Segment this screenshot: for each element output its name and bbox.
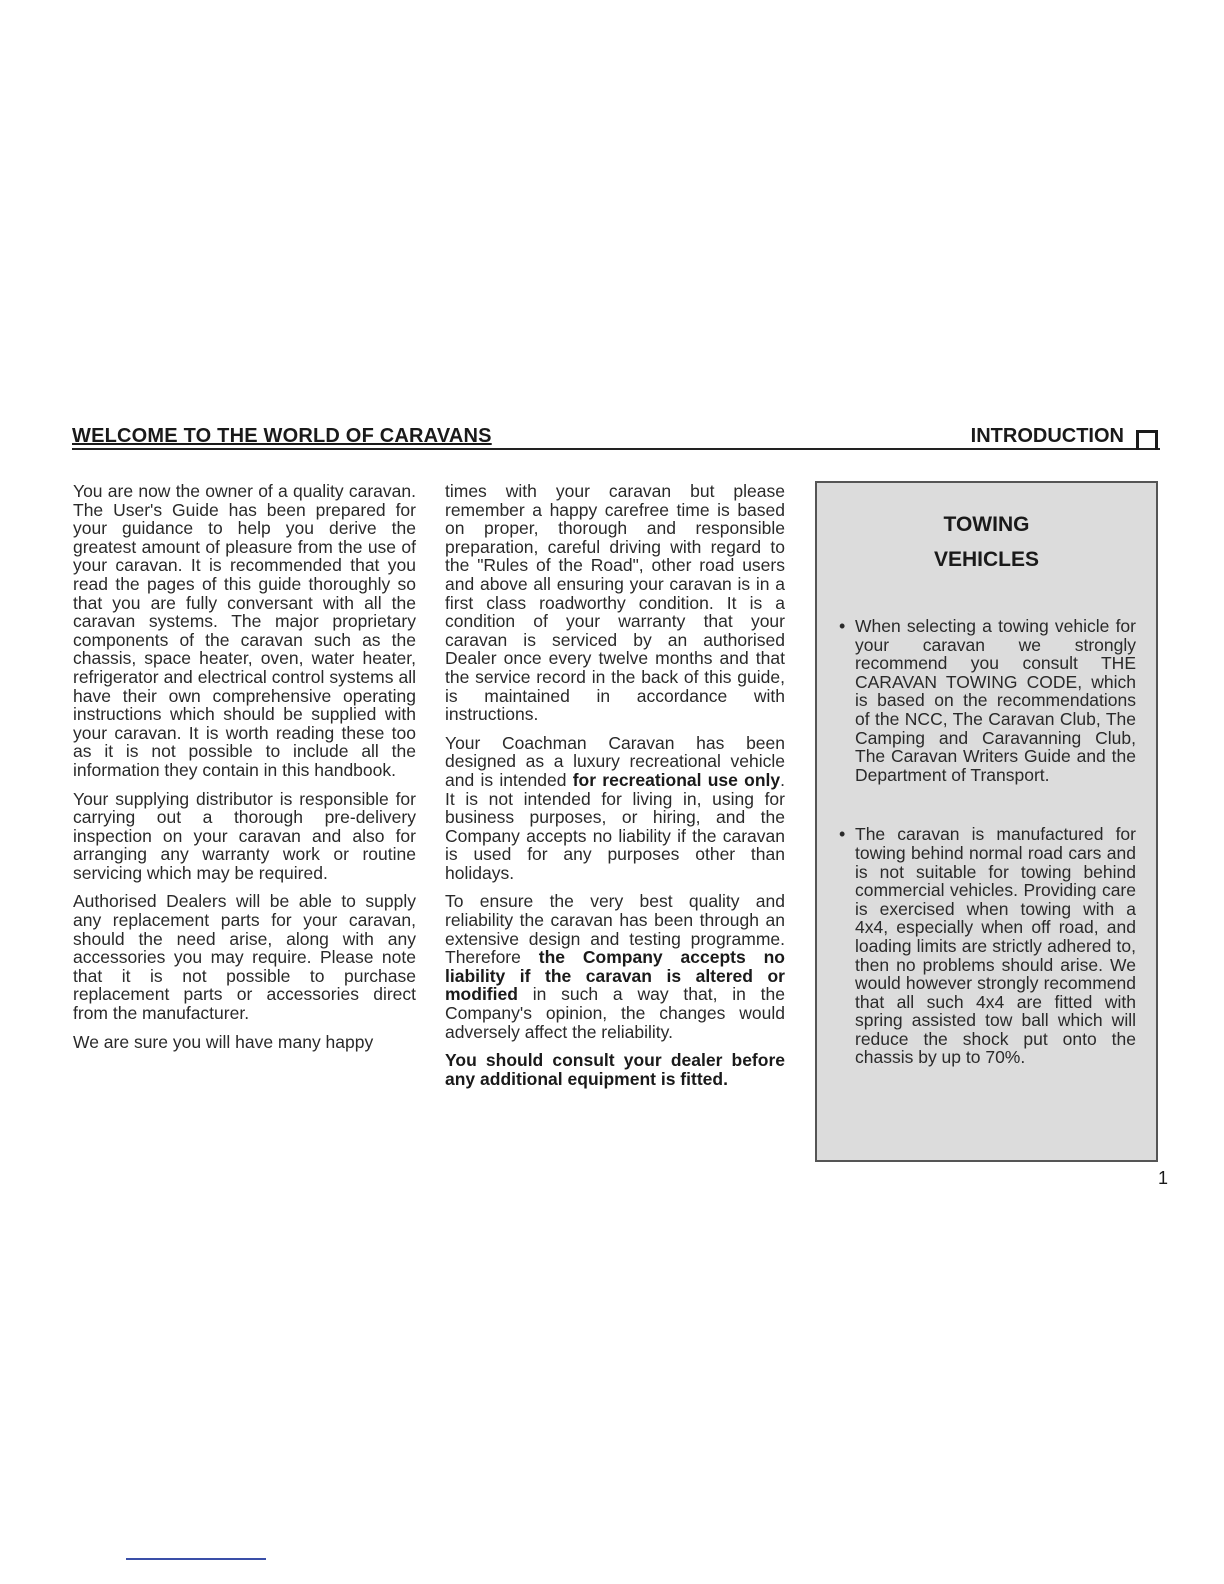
paragraph-text: To ensure the very best quality and reliability the caravan has been through an extensive design and testing programme. Therefore [445,891,785,968]
page-number: 1 [1158,1168,1169,1188]
sidebar-title [817,507,1156,577]
paragraph [445,1051,785,1088]
text-column-1 [73,482,416,1061]
paragraph [445,734,785,883]
paragraph-text: . It is not intended for living in, using for business purposes, or hiring, and the Company accepts no liability if the caravan is used for any purposes other than holidays. [445,769,785,883]
footer-divider [126,1558,266,1560]
emphasis-text: for recreational use only [572,769,781,790]
sidebar-title-line: VEHICLES [933,548,1040,571]
paragraph: We are sure you will have many happy [73,1031,374,1052]
sidebar-title-line: TOWING [943,513,1030,536]
emphasis-text: the Company accepts no liability if the caravan is altered or modified [445,947,785,1005]
paragraph-text: Your Coachman Caravan has been designed as a luxury recreational vehicle and is intended [445,732,785,790]
section-title: INTRODUCTION [970,425,1124,447]
list-item-text: When selecting a towing vehicle for your caravan we strongly recommend you consult THE CARAVAN TOWING CODE, which is based on the recommendations of the NCC, The Caravan Club, The Camping and Caravanning Club, The Caravan Writers Guide and the Department of Transport. [855,616,1136,785]
paragraph: times with your caravan but please remember a happy carefree time is based on proper, thorough and responsible preparation, careful driving with regard to the "Rules of the Road", other road users and above all ensuring your caravan is in a first class roadworthy condition. It is a condition of your warranty that your caravan is serviced by an authorised Dealer once every twelve months and that the service record in the back of this guide, is maintained in accordance with instructions. [445,481,785,725]
list-item-text: The caravan is manufactured for towing behind normal road cars and is not suitable for towing behind commercial vehicles. Providing care is exercised when towing with a 4x4, especially when off road, and loading limits are strictly adhered to, then no problems should arise. We would however strongly recommend that all such 4x4 are fitted with spring assisted tow ball which will reduce the shock put onto the chassis by up to 70%. [855,824,1136,1068]
paragraph: Your supplying distributor is responsible for carrying out a thorough pre-delivery inspection on your caravan and also for arranging any warranty work or routine servicing which may be required. [73,788,416,883]
sidebar-list [817,617,1156,1067]
emphasis-text: You should consult your dealer before any additional equipment is fitted. [445,1050,785,1089]
page-header [72,420,1160,450]
paragraph: You are now the owner of a quality caravan. The User's Guide has been prepared for your guidance to help you derive the greatest amount of pleasure from the use of your caravan. It is recommended that you read the pages of this guide thoroughly so that you are fully conversant with all the caravan systems. The major proprietary components of the caravan such as the chassis, space heater, oven, water heater, refrigerator and electrical control systems all have their own comprehensive operating instructions which should be supplied with your caravan. It is worth reading these too as it is not possible to include all the information they contain in this handbook. [73,481,416,780]
bullet-icon: • [839,824,846,845]
text-column-2 [445,482,785,1098]
towing-vehicles-sidebar [815,481,1158,1162]
chapter-title: WELCOME TO THE WORLD OF CARAVANS [72,425,492,447]
paragraph-text: in such a way that, in the Company's opinion, the changes would adversely affect the reliability. [445,984,785,1042]
list-item [839,616,1136,785]
list-item [839,824,1136,1068]
bullet-icon: • [839,616,846,636]
paragraph [445,892,785,1041]
paragraph: Authorised Dealers will be able to supply any replacement parts for your caravan, should the need arise, along with any accessories you may require. Please note that it is not possible to purchase replacement parts or accessories direct from the manufacturer. [73,891,416,1024]
section-box-icon [1136,430,1158,450]
